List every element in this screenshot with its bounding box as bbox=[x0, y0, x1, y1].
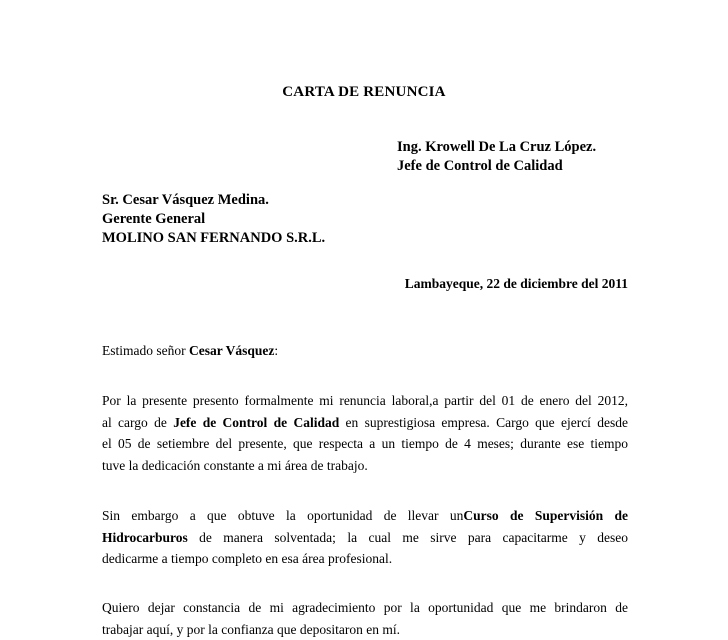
letter-title: CARTA DE RENUNCIA bbox=[0, 84, 728, 101]
text-run: de manera solventada; la cual me sirve para capacitarme y deseo bbox=[188, 530, 628, 545]
sender-position: Jefe de Control de Calidad bbox=[397, 157, 596, 176]
letter-date: Lambayeque, 22 de diciembre del 2011 bbox=[388, 276, 628, 292]
sender-block bbox=[397, 138, 596, 176]
paragraph-line: trabajar aquí, y por la confianza que depositaron en mí. bbox=[102, 619, 628, 640]
text-run: en suprestigiosa empresa. Cargo que ejercí desde bbox=[339, 415, 628, 430]
recipient-block bbox=[102, 191, 325, 248]
paragraph-line: el 05 de setiembre del presente, que respecta a un tiempo de 4 meses; durante ese tiempo bbox=[102, 433, 628, 455]
text-run: al cargo de bbox=[102, 415, 173, 430]
paragraph-line: dedicarme a tiempo completo en esa área profesional. bbox=[102, 548, 628, 570]
paragraph-reason bbox=[102, 505, 628, 570]
greeting-prefix: Estimado señor bbox=[102, 343, 189, 358]
text-run-bold: Jefe de Control de Calidad bbox=[173, 415, 339, 430]
paragraph-line: tuve la dedicación constante a mi área de trabajo. bbox=[102, 455, 628, 477]
greeting bbox=[102, 343, 278, 359]
text-run-bold: Hidrocarburos bbox=[102, 530, 188, 545]
recipient-name: Sr. Cesar Vásquez Medina. bbox=[102, 191, 325, 210]
paragraph-line bbox=[102, 412, 628, 434]
paragraph-line: Por la presente presento formalmente mi renuncia laboral,a partir del 01 de enero del 2012, bbox=[102, 390, 628, 412]
greeting-suffix: : bbox=[274, 343, 278, 358]
paragraph-line: Quiero dejar constancia de mi agradecimiento por la oportunidad que me brindaron de bbox=[102, 597, 628, 619]
recipient-company: MOLINO SAN FERNANDO S.R.L. bbox=[102, 229, 325, 248]
recipient-position: Gerente General bbox=[102, 210, 325, 229]
paragraph-line bbox=[102, 527, 628, 549]
paragraph-resignation bbox=[102, 390, 628, 476]
paragraph-gratitude bbox=[102, 597, 628, 640]
greeting-name: Cesar Vásquez bbox=[189, 343, 274, 358]
sender-name: Ing. Krowell De La Cruz López. bbox=[397, 138, 596, 157]
text-run-bold: Curso de Supervisión de bbox=[463, 508, 628, 523]
paragraph-line bbox=[102, 505, 628, 527]
text-run: Sin embargo a que obtuve la oportunidad de llevar un bbox=[102, 508, 463, 523]
